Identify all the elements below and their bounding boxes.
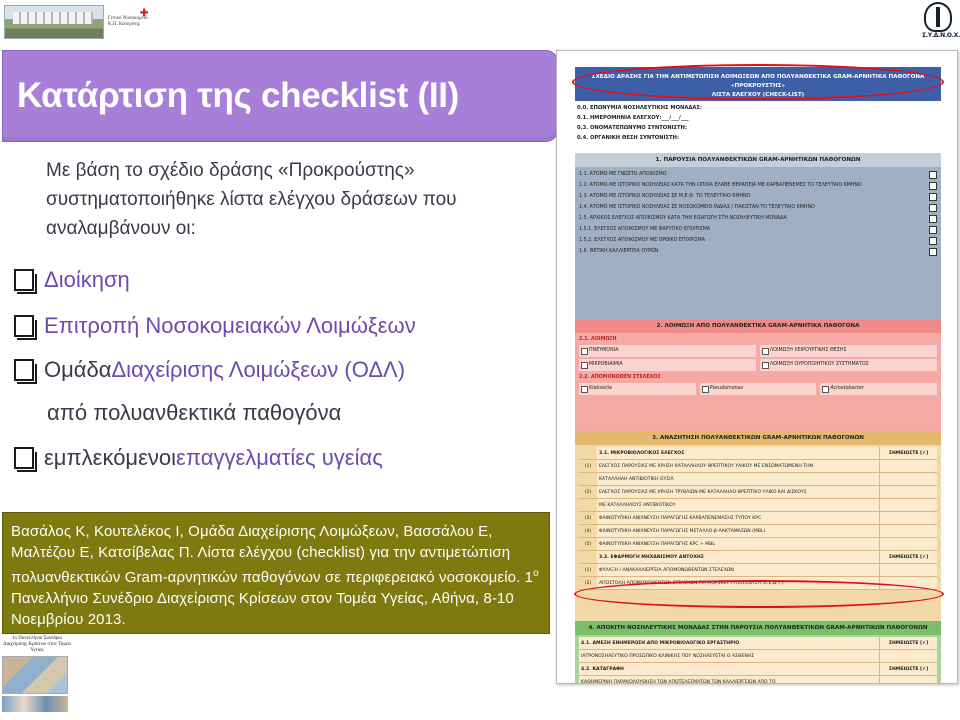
- slide-title: Κατάρτιση της checklist (II): [17, 76, 460, 115]
- list-item: Pseudomonas: [700, 383, 817, 395]
- bullet-continuation: από πολυανθεκτικά παθογόνα: [47, 400, 342, 425]
- red-cross-icon: ✚: [140, 8, 149, 19]
- table-row: (2) ΕΛΕΓΧΟΣ ΠΑΡΟΥΣΙΑΣ ΜΕ ΧΡΗΣΗ ΤΡΥΒΛΙΩΝ ΜΕ ΚΑΤΑΛΛΗΛΟ ΘΡΕΠΤΙΚΟ ΥΛΙΚΟ ΚΑΙ ΔΙΣΚΟΥΣ: [579, 486, 937, 499]
- reference-box: [2, 512, 550, 634]
- table-row: (2) ΑΠΟΣΤΟΛΗ ΑΠΟΜΟΝΩΘΕΝΤΩΝ ΣΤΕΛΕΧΩΝ ΓΙΑ ΜΟΡΙΑΚΗ ΤΥΠΟΠΟΙΗΣΗ (Κ.Ε.Δ.Υ.): [579, 577, 937, 590]
- table-row: (3) ΦΑΙΝΟΤΥΠΙΚΗ ΑΝΙΧΝΕΥΣΗ ΠΑΡΑΓΩΓΗΣ ΚΑΡΒΑΠΕΝΕΜΑΣΗΣ ΤΥΠΟΥ KPC: [579, 512, 937, 525]
- list-item: Klebsiella: [579, 383, 696, 395]
- checkbox-icon: [929, 237, 937, 245]
- intro-text: Με βάση το σχέδιο δράσης «Προκρούστης» συστηματοποιήθηκε λίστα ελέγχου δράσεων που αναλαμβάνουν οι:: [46, 160, 457, 239]
- annotation-oval-bottom: [574, 580, 944, 608]
- list-item: 1.5. ΑΡΧΙΚΟΣ ΕΛΕΓΧΟΣ ΑΠΟΙΚΙΣΜΟΥ ΚΑΤΑ ΤΗΝ ΕΙΣΑΓΩΓΗ ΣΤΗ ΝΟΣΗΛΕΥΤΙΚΗ ΜΟΝΑΔΑ: [579, 213, 937, 224]
- hospital-logo-caption: Γενικό Νοσοκομείο Κ.Π. Κατερίνης: [108, 16, 148, 27]
- bullet-item-health-professionals: [14, 446, 383, 470]
- checkbox-icon: [929, 193, 937, 201]
- map-image: [2, 656, 68, 694]
- section-2-title: 2. ΛΟΙΜΩΞΗ ΑΠΟ ΠΟΛΥΑΝΘΕΚΤΙΚΑ GRAM-ΑΡΝΗΤΙΚΑ ΠΑΘΟΓΟΝΑ: [575, 319, 941, 333]
- checklist-meta: 0.0. ΕΠΩΝΥΜΙΑ ΝΟΣΗΛΕΥΤΙΚΗΣ ΜΟΝΑΔΑΣ: 0.1. ΗΜΕΡΟΜΗΝΙΑ ΕΛΕΓΧΟΥ:___/___/___ 0.3. ΟΝΟΜΑΤΕΠΩΝΥΜΟ ΣΥΝΤΟΝΙΣΤΗ: 0.4. ΟΡΓΑΝΙΚΗ ΘΕΣΗ ΣΥΝΤΟΝΙΣΤΗ:: [577, 105, 702, 141]
- bullet-label-prefix: εμπλεκόμενοι: [44, 445, 177, 470]
- table-row: (5) ΦΑΙΝΟΤΥΠΙΚΗ ΑΝΙΧΝΕΥΣΗ ΠΑΡΑΓΩΓΗΣ KPC + MBL: [579, 538, 937, 551]
- section-1-title: 1. ΠΑΡΟΥΣΙΑ ΠΟΛΥΑΝΘΕΚΤΙΚΩΝ GRAM-ΑΡΝΗΤΙΚΩΝ ΠΑΘΟΓΟΝΩΝ: [575, 153, 941, 167]
- bullet-label: Επιτροπή Νοσοκομειακών Λοιμώξεων: [44, 313, 416, 338]
- sydnox-logo-text: Σ.Υ.Δ.Ν.Ο.Χ.: [922, 32, 960, 39]
- subsection-label: 2.1. ΛΟΙΜΩΞΗ: [579, 337, 617, 342]
- section-2-body: [575, 333, 941, 431]
- list-item: Acinetobacter: [820, 383, 937, 395]
- section-3-title: 3. ΑΝΑΖΗΤΗΣΗ ΠΟΛΥΑΝΘΕΚΤΙΚΩΝ GRAM-ΑΡΝΗΤΙΚΩΝ ΠΑΘΟΓΟΝΩΝ: [575, 431, 941, 445]
- checkbox-icon: [929, 171, 937, 179]
- list-item: 1.1. ΑΤΟΜΟ ΜΕ ΓΝΩΣΤΟ ΑΠΟΙΚΙΣΜΟ: [579, 169, 937, 180]
- list-item: 1.4. ΑΤΟΜΟ ΜΕ ΙΣΤΟΡΙΚΟ ΝΟΣΗΛΕΙΑΣ ΣΕ ΝΟΣΟΚΟΜΕΙΟ ΙΝΔΙΑΣ / ΠΑΚΙΣΤΑΝ ΤΟ ΤΕΛΕΥΤΑΙΟ 6ΜΗΝΟ: [579, 202, 937, 213]
- list-item: 1.5.2. ΕΛΕΓΧΟΣ ΑΠΟΙΚΙΣΜΟΥ ΜΕ ΟΡΘΙΚΟ ΕΠΙΧΡΙΣΜΑ: [579, 235, 937, 246]
- checkbox-icon: [929, 204, 937, 212]
- table-row: ΙΑΤΡΟΝΟΣΗΛΕΥΤΙΚΟ ΠΡΟΣΩΠΙΚΟ ΚΛΙΝΙΚΗΣ ΠΟΥ ΝΟΣΗΛΕΥΕΤΑΙ Ο ΑΣΘΕΝΗΣ: [579, 650, 937, 663]
- list-item: 1.6. ΘΕΤΙΚΗ ΚΑΛΛΙΕΡΓΕΙΑ ΟΥΡΩΝ: [579, 246, 937, 257]
- checkbox-icon: [14, 269, 34, 291]
- checkbox-icon: [929, 248, 937, 256]
- list-item: 1.2. ΑΤΟΜΟ ΜΕ ΙΣΤΟΡΙΚΟ ΝΟΣΗΛΕΙΑΣ ΚΑΤΑ ΤΗΝ ΟΠΟΙΑ ΕΛΑΒΕ ΘΕΡΑΠΕΙΑ ΜΕ ΚΑΡΒΑΠΕΝΕΜΕΣ ΤΟ ΤΕΛΕΥΤΑΙΟ 6ΜΗΝΟ: [579, 180, 937, 191]
- list-item: ΠΝΕΥΜΟΝΙΑ: [579, 345, 756, 357]
- bullet-item-committee: [14, 314, 416, 338]
- conference-logo: [2, 636, 72, 718]
- list-item: ΛΟΙΜΩΞΗ ΧΕΙΡΟΥΡΓΙΚΗΣ ΘΕΣΗΣ: [760, 345, 937, 357]
- sydnox-logo: [922, 2, 960, 46]
- section-4-body: [575, 635, 941, 684]
- annotation-oval-top: [572, 64, 944, 100]
- title-banner: [2, 50, 558, 142]
- section-1-body: [575, 167, 941, 319]
- table-row: ΜΕ ΚΑΤΑΛΛΗΛΟΥΣ ΑΝΤΙΒΙΟΤΙΚΟΥ: [579, 499, 937, 512]
- bullet-label-colored: επαγγελματίες υγείας: [176, 445, 383, 470]
- table-row: (1) ΦΥΛΑΞΗ / ΑΝΑΚΑΛΛΙΕΡΓΕΙΑ ΑΠΟΜΟΝΩΘΕΝΤΩΝ ΣΤΕΛΕΧΩΝ: [579, 564, 937, 577]
- hospital-building-image: [4, 5, 104, 39]
- bullet-item-infection-team: [14, 358, 405, 382]
- bullet-item-administration: [14, 268, 130, 292]
- checklist-header: ΣΧΕΔΙΟ ΔΡΑΣΗΣ ΓΙΑ ΤΗΝ ΑΝΤΙΜΕΤΩΠΙΣΗ ΛΟΙΜΩΞΕΩΝ ΑΠΟ ΠΟΛΥΑΝΘΕΚΤΙΚΑ GRAM-ΑΡΝΗΤΙΚΑ ΠΑΘΟΓΟΝΑ «ΠΡΟΚΡΟΥΣΤΗΣ» ΛΙΣΤΑ ΕΛΕΓΧΟΥ (CHECK-LIST): [575, 67, 941, 101]
- table-row: ΚΑΤΑΛΛΗΛΗ ΑΝΤΙΒΙΟΤΙΚΗ ΟΥΣΙΑ: [579, 473, 937, 486]
- bullet-label: Διοίκηση: [44, 267, 130, 292]
- table-row: ΚΑΘΗΜΕΡΙΝΗ ΠΑΡΑΚΟΛΟΥΘΗΣΗ ΤΩΝ ΑΠΟΤΕΛΕΣΜΑΤΩΝ ΤΩΝ ΚΑΛΛΙΕΡΓΕΙΩΝ ΑΠΟ ΤΟ: [579, 676, 937, 684]
- bullet-label-prefix: Ομάδα: [44, 357, 112, 382]
- list-item: ΜΙΚΡΟΒΙΑΙΜΙΑ: [579, 359, 756, 371]
- checkbox-icon: [929, 182, 937, 190]
- photo-strip-image: [2, 696, 68, 712]
- checkbox-icon: [14, 359, 34, 381]
- emblem-icon: [924, 2, 952, 32]
- checkbox-icon: [14, 447, 34, 469]
- table-row: (1) ΕΛΕΓΧΟΣ ΠΑΡΟΥΣΙΑΣ ΜΕ ΧΡΗΣΗ ΚΑΤΑΛΛΗΛΟΥ ΘΡΕΠΤΙΚΟΥ ΥΛΙΚΟΥ ΜΕ ΕΝΣΩΜΑΤΩΜΕΝΗ ΤΗΝ: [579, 460, 937, 473]
- section-4-title: 4. ΑΠΟΚΙΤΗ ΝΟΣΗΛΕΥΤΙΚΗΣ ΜΟΝΑΔΑΣ ΣΤΗΝ ΠΑΡΟΥΣΙΑ ΠΟΛΥΑΝΘΕΚΤΙΚΩΝ GRAM-ΑΡΝΗΤΙΚΩΝ ΠΑΘΟΓΟΝΩΝ: [575, 621, 941, 635]
- table-row: 3.2. ΕΦΑΡΜΟΓΗ ΜΗΧΑΝΙΣΜΟΥ ΑΝΤΟΧΗΣ ΣΗΜΕΙΩΣΤΕ [✔]: [579, 551, 937, 564]
- hospital-logo: [4, 2, 154, 42]
- checkbox-icon: [929, 215, 937, 223]
- subsection-label: 2.2. ΑΠΟΜΟΝΩΘΕΝ ΣΤΕΛΕΧΟΣ: [579, 375, 661, 380]
- conference-logo-caption: 1ο Πανελλήνιο Συνέδριο Διαχείρισης Κρίσεων στον Τομέα Υγείας: [3, 636, 71, 653]
- list-item: 1.5.1. ΕΛΕΓΧΟΣ ΑΠΟΙΚΙΣΜΟΥ ΜΕ ΦΑΡΥΓΙΚΟ ΕΠΙΧΡΙΣΜΑ: [579, 224, 937, 235]
- reference-text: Βασάλος Κ, Κουτελέκος Ι, Ομάδα Διαχείρισης Λοιμώξεων, Βασσάλου Ε, Μαλτέζου Ε, Κατσίβελας Π. Λίστα ελέγχου (checklist) για την αντιμετώπιση πολυανθεκτικών Gram-αρνητικών παθογόνων σε περιφερειακό νοσοκομείο. $1^o$ Πανελλήνιο Συνέδριο Διαχείρισης Κρίσεων στον Τομέα Υγείας, Αθήνα, 8-10 Νοεμβρίου 2013.: [11, 523, 539, 628]
- table-row: 3.1. ΜΙΚΡΟΒΙΟΛΟΓΙΚΟΣ ΕΛΕΓΧΟΣ ΣΗΜΕΙΩΣΤΕ [✔]: [579, 447, 937, 460]
- list-item: ΛΟΙΜΩΞΗ ΟΥΡΟΠΟΙΗΤΙΚΟΥ ΣΥΣΤΗΜΑΤΟΣ: [760, 359, 937, 371]
- checkbox-icon: [929, 226, 937, 234]
- table-row: (4) ΦΑΙΝΟΤΥΠΙΚΗ ΑΝΙΧΝΕΥΣΗ ΠΑΡΑΓΩΓΗΣ ΜΕΤΑΛΛΟ-β-ΛΑΚΤΑΜΑΣΩΝ (MBL): [579, 525, 937, 538]
- list-item: 1.3. ΑΤΟΜΟ ΜΕ ΙΣΤΟΡΙΚΟ ΝΟΣΗΛΕΙΑΣ ΣΕ Μ.Ε.Θ. ΤΟ ΤΕΛΕΥΤΑΙΟ 6ΜΗΝΟ: [579, 191, 937, 202]
- table-row: 4.2. ΚΑΤΑΓΡΑΦΗ ΣΗΜΕΙΩΣΤΕ [✔]: [579, 663, 937, 676]
- table-row: 4.1. ΑΜΕΣΗ ΕΝΗΜΕΡΩΣΗ ΑΠΟ ΜΙΚΡΟΒΙΟΛΟΓΙΚΟ ΕΡΓΑΣΤΗΡΙΟ ΣΗΜΕΙΩΣΤΕ [✔]: [579, 637, 937, 650]
- checkbox-icon: [14, 315, 34, 337]
- bullet-label-colored: Διαχείρισης Λοιμώξεων (ΟΔΛ): [111, 357, 406, 382]
